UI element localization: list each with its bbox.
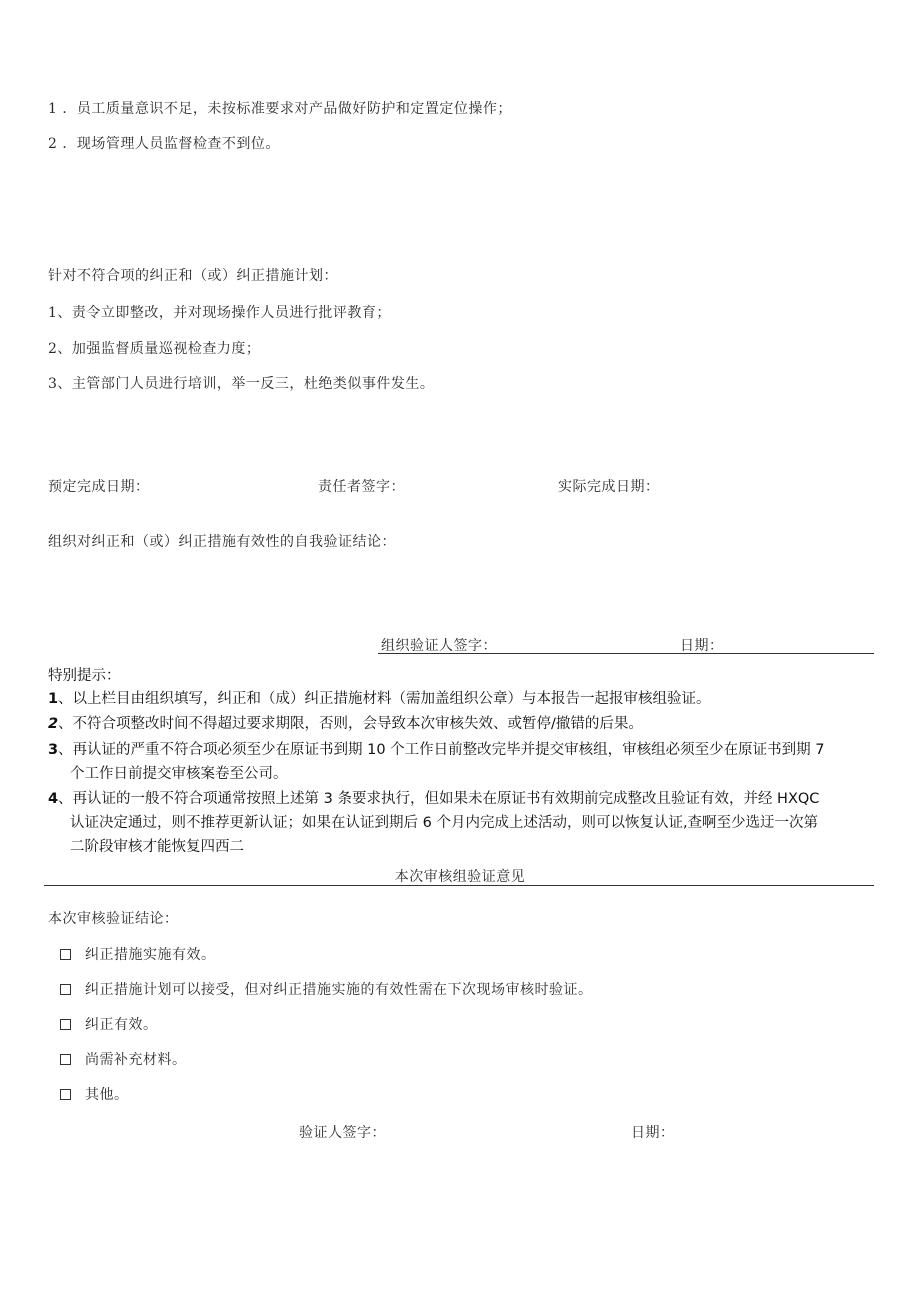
notice-text: 、以上栏目由组织填写，纠正和（成）纠正措施材料（需加盖组织公章）与本报告一起报审核组验证。 [58, 691, 711, 707]
checkbox[interactable] [60, 1054, 71, 1065]
audit-option-label: 纠正有效。 [85, 1017, 158, 1033]
audit-option-2[interactable] [60, 979, 593, 999]
notice-text-continued-2: 二阶段审核才能恢复四西二 [70, 839, 244, 855]
cause-item-1: 1 ．员工质量意识不足，未按标准要求对产品做好防护和定置定位操作； [48, 101, 512, 117]
notice-number: 3 [48, 742, 59, 758]
checkbox[interactable] [60, 1019, 71, 1030]
checkbox[interactable] [60, 984, 71, 995]
notice-item-1 [48, 687, 878, 711]
audit-conclusion-label: 本次审核验证结论： [48, 911, 179, 927]
notice-title: 特别提示： [48, 668, 121, 684]
audit-option-label: 尚需补充材料。 [85, 1052, 187, 1068]
notice-text: 、再认证的一般不符合项通常按照上述第 3 条要求执行，但如果未在原证书有效期前完成整改且验证有效，并经 HXQC [58, 791, 820, 807]
plan-item-2: 2、加强监督质量巡视检查力度； [48, 341, 261, 357]
section-divider [44, 885, 874, 886]
self-verify-heading: 组织对纠正和（或）纠正措施有效性的自我验证结论： [48, 534, 396, 550]
checkbox[interactable] [60, 1089, 71, 1100]
plan-item-3: 3、主管部门人员进行培训，举一反三，杜绝类似事件发生。 [48, 376, 435, 392]
audit-option-3[interactable] [60, 1014, 158, 1034]
verify-date-label: 日期： [631, 1125, 675, 1141]
notice-text: 、不符合项整改时间不得超过要求期限，否则，会导致本次审核失效、或暂停/撤错的后果。 [58, 716, 643, 732]
notice-text: 、再认证的严重不符合项必须至少在原证书到期 10 个工作日前整改完毕并提交审核组，审核组必须至少在原证书到期 7 [58, 742, 825, 758]
notice-item-4 [48, 787, 878, 859]
signature-divider [378, 653, 874, 654]
org-verify-date-label: 日期： [680, 638, 724, 654]
plan-heading: 针对不符合项的纠正和（或）纠正措施计划： [48, 268, 338, 284]
audit-option-label: 其他。 [85, 1087, 129, 1103]
notice-item-2 [48, 712, 878, 736]
plan-item-1: 1、责令立即整改，并对现场操作人员进行批评教育； [48, 305, 391, 321]
audit-section-title: 本次审核组验证意见 [394, 869, 526, 885]
notice-number: 2 [48, 716, 59, 732]
checkbox[interactable] [60, 949, 71, 960]
cause-item-2: 2 ．现场管理人员监督检查不到位。 [48, 136, 280, 152]
planned-date-label: 预定完成日期： [48, 479, 150, 495]
audit-option-1[interactable] [60, 944, 216, 964]
actual-date-label: 实际完成日期： [558, 479, 660, 495]
notice-number: 1 [48, 691, 59, 707]
notice-number: 4 [48, 791, 59, 807]
notice-text-continued: 认证决定通过，则不推荐更新认证；如果在认证到期后 6 个月内完成上述活动，则可以恢复认证,查啊至少选迂一次第 [70, 815, 819, 831]
notice-item-3 [48, 738, 878, 786]
org-verifier-signature-label: 组织验证人签字： [381, 638, 497, 654]
audit-option-label: 纠正措施计划可以接受，但对纠正措施实施的有效性需在下次现场审核时验证。 [85, 982, 593, 998]
responsible-signature-label: 责任者签字： [318, 479, 405, 495]
audit-option-4[interactable] [60, 1049, 187, 1069]
audit-option-5[interactable] [60, 1084, 129, 1104]
audit-option-label: 纠正措施实施有效。 [85, 947, 216, 963]
verifier-signature-label: 验证人签字： [299, 1125, 386, 1141]
notice-text-continued: 个工作日前提交审核案卷至公司。 [70, 766, 288, 782]
